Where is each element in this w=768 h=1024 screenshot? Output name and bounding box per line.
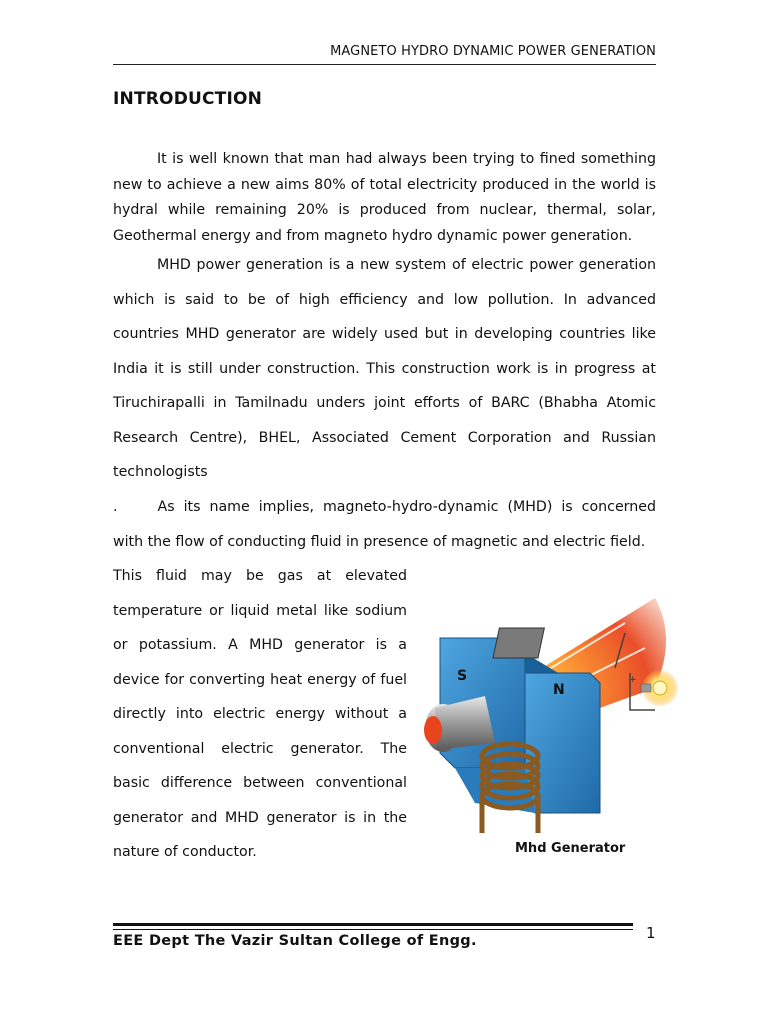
footer-institution: EEE Dept The Vazir Sultan College of Engg. [113,933,477,949]
mhd-generator-figure [415,578,685,863]
paragraph-lead-dot: . [113,499,118,515]
paragraph-name-implies [113,490,656,559]
svg-text:+: + [629,675,637,685]
mhd-generator-illustration [415,578,685,838]
electrode-plate [493,628,544,658]
paragraph-name-implies-text: As its name implies, magneto-hydro-dynamic (MHD) is concerned with the flow of conducting fluid in presence of magnetic and electric field. [113,499,656,550]
section-title: INTRODUCTION [113,89,263,109]
nozzle-flame [424,716,442,744]
running-header-title: MAGNETO HYDRO DYNAMIC POWER GENERATION [330,44,656,59]
running-header [113,40,656,65]
footer-rule-thin [113,929,633,930]
page-number: 1 [646,924,656,942]
footer-rule-thick [113,923,633,926]
paragraph-intro: It is well known that man had always been trying to fined something new to achieve a new aims 80% of total electricity produced in the world is hydral while remaining 20% is produced from nuclear, thermal, solar, Geothermal energy and from magneto hydro dynamic power generation. [113,151,656,244]
paragraph-fluid: This fluid may be gas at elevated temperature or liquid metal like sodium or potassium. A MHD generator is a device for converting heat energy of fuel directly into electric energy without a conventional electric generator. The basic difference between conventional generator and MHD generator is in the nature of conductor. [113,568,407,860]
pole-south-label: S [457,668,468,684]
paragraph-mhd-system: MHD power generation is a new system of electric power generation which is said to be of high efficiency and low pollution. In advanced countries MHD generator are widely used but in developing countries like India it is still under construction. This construction work is in progress at Tiruchirapalli in Tamilnadu unders joint efforts of BARC (Bhabha Atomic Research Centre), BHEL, Associated Cement Corporation and Russian technologists [113,257,656,480]
pole-north-label: N [553,682,565,698]
figure-caption: Mhd Generator [515,841,626,856]
